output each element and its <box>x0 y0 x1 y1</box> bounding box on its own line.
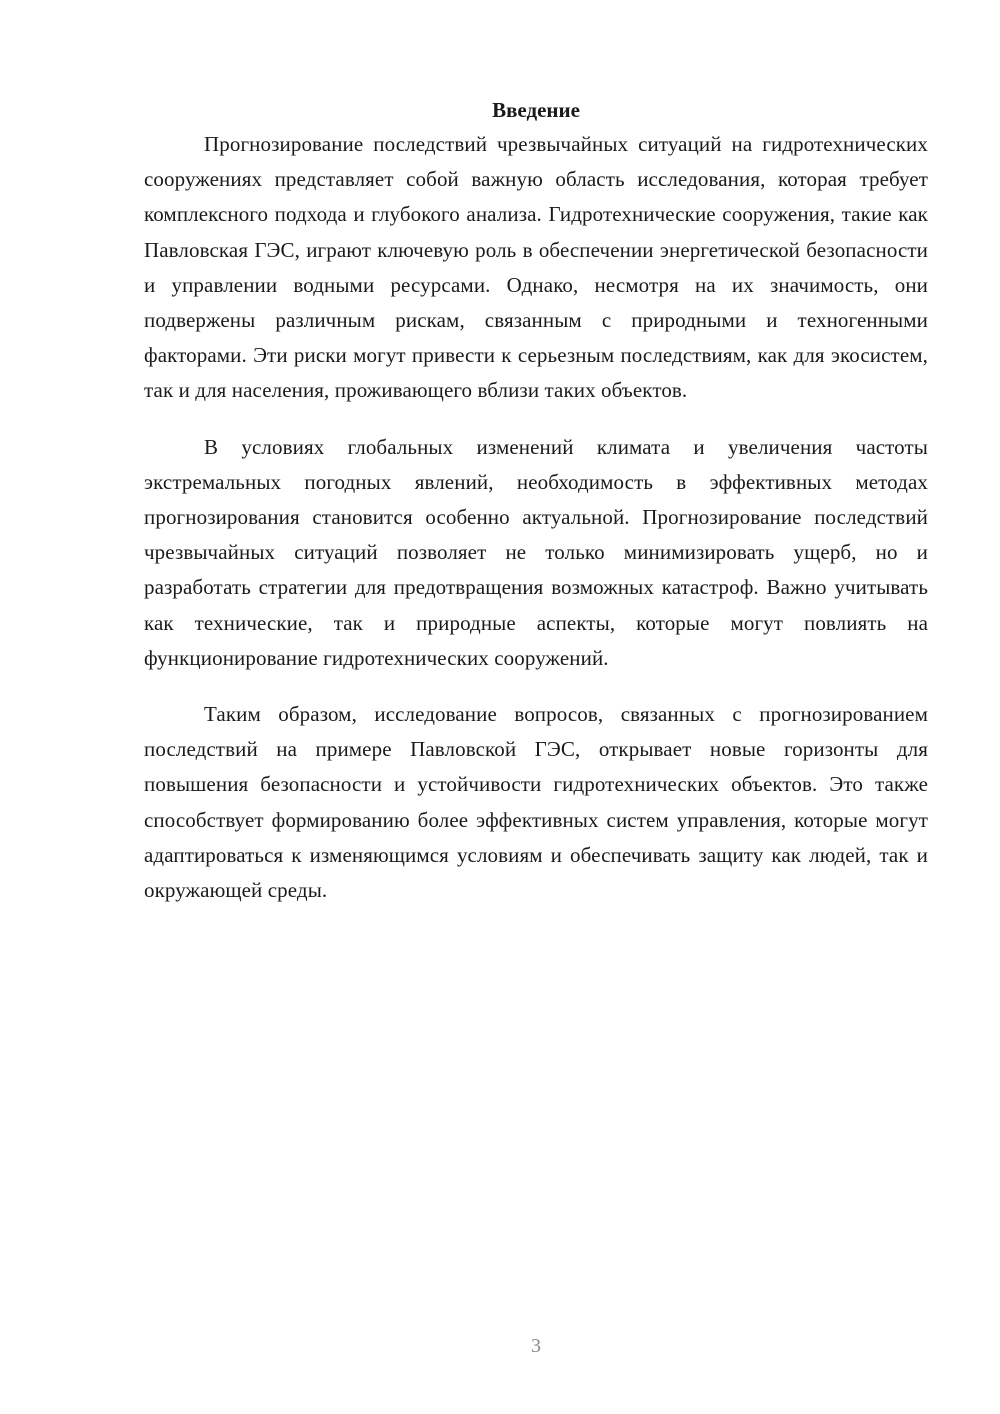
paragraph-2: В условиях глобальных изменений климата и увеличения частоты экстремальных погодных явлений, необходимость в эффективных методах прогнозирования становится особенно актуальной. Прогнозирование последствий чрезвычайных ситуаций позволяет не только минимизировать ущерб, но и разработать стратегии для предотвращения возможных катастроф. Важно учитывать как технические, так и природные аспекты, которые могут повлиять на функционирование гидротехнических сооружений. <box>144 434 928 670</box>
page-number: 3 <box>531 1335 541 1357</box>
page-content <box>144 96 928 929</box>
paragraph-3: Таким образом, исследование вопросов, связанных с прогнозированием последствий на примере Павловской ГЭС, открывает новые горизонты для повышения безопасности и устойчивости гидротехнических объектов. Это также способствует формированию более эффективных систем управления, которые могут адаптироваться к изменяющимся условиям и обеспечивать защиту как людей, так и окружающей среды. <box>144 702 928 903</box>
paragraph-1: Прогнозирование последствий чрезвычайных ситуаций на гидротехнических сооружениях представляет собой важную область исследования, которая требует комплексного подхода и глубокого анализа. Гидротехнические сооружения, такие как Павловская ГЭС, играют ключевую роль в обеспечении энергетической безопасности и управлении водными ресурсами. Однако, несмотря на их значимость, они подвержены различным рискам, связанным с природными и техногенными факторами. Эти риски могут привести к серьезным последствиям, как для экосистем, так и для населения, проживающего вблизи таких объектов. <box>144 132 928 403</box>
section-title: Введение <box>492 98 580 122</box>
